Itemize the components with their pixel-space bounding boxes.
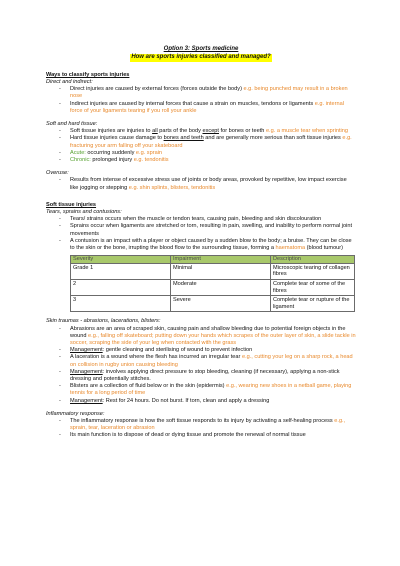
table-cell: Complete tear or rupture of the ligament xyxy=(271,296,355,312)
list-item: - Hard tissue injuries cause damage to bones and teeth and are generally more serious than soft tissue injuries e.g. fracturing your arm falling off your skateboard xyxy=(46,135,356,149)
list-item: - Abrasions are an area of scraped skin, causing pain and shallow bleeding due to potential foreign objects in the wound e.g., falling off skateboard; putting down your hands which scrapes of the outer layer of skin, a slide tackle in soccer, scraping the side of your leg when contacted with the grass xyxy=(46,326,356,348)
list-item: - Its main function is to dispose of dead or dying tissue and promote the renewal of normal tissue xyxy=(46,432,356,439)
table-row xyxy=(71,263,355,279)
subheading-overuse: Overuse: xyxy=(46,170,69,177)
list-item: - Acute: occurring suddenly e.g. sprain xyxy=(46,150,356,157)
list-item: - Tears/ strains occurs when the muscle or tendon tears, causing pain, bleeding and skin discolouration xyxy=(46,216,356,223)
list-item: - Soft tissue injuries are injuries to all parts of the body except for bones or teeth e.g. a muscle tear when sprinting xyxy=(46,128,356,135)
list-item: - A laceration is a wound where the flesh has incurred an irregular tear e.g., cutting your leg on a sharp rock, a head on collision in rugby union causing bleeding xyxy=(46,354,356,368)
list-item: - Management: involves applying direct pressure to stop bleeding, cleaning (if necessary), applying a non-stick dressing and potentially stitches. xyxy=(46,369,356,383)
table-cell: Moderate xyxy=(171,280,271,296)
section-heading-classify: Ways to classify sports injuries xyxy=(46,71,130,78)
severity-table xyxy=(70,255,355,312)
inflammatory-list xyxy=(46,418,356,440)
table-cell: 3 xyxy=(71,296,171,312)
list-item: - Results from intense of excessive stress use of joints or body areas, provoked by repetitive, low impact exercise like jogging or stepping e.g. shin splints, blisters, tendonitis xyxy=(46,177,356,191)
list-item: - Management: gentle cleaning and sterilising of wound to prevent infection xyxy=(46,347,356,354)
table-header: Impairment xyxy=(171,256,271,264)
table-cell: Minimal xyxy=(171,263,271,279)
page-subtitle: How are sports injuries classified and managed? xyxy=(131,54,271,61)
subheading-inflammatory: Inflammatory response: xyxy=(46,410,105,417)
section-heading-soft-tissue: Soft tissue injuries xyxy=(46,201,97,208)
table-row xyxy=(71,280,355,296)
subheading-direct: Direct and indirect: xyxy=(46,79,93,86)
table-header: Description xyxy=(271,256,355,264)
list-item: - Chronic: prolonged injury e.g. tendonitis xyxy=(46,157,356,164)
page-title: Option 3: Sports medicine xyxy=(163,46,239,52)
list-item: - Sprains occur when ligaments are stretched or torn, resulting in pain, swelling, and inability to perform normal joint movements xyxy=(46,223,356,237)
table-cell: Severe xyxy=(171,296,271,312)
table-header-row xyxy=(71,256,355,264)
list-item: - Blisters are a collection of fluid below or in the skin (epidermis) e.g., wearing new shoes in a netball game, playing tennis for a long period of time xyxy=(46,383,356,397)
tears-list xyxy=(46,216,356,252)
table-row xyxy=(71,296,355,312)
subheading-skin-traumas: Skin traumas - abrasions, lacerations, blisters: xyxy=(46,318,161,325)
soft-hard-list xyxy=(46,128,356,164)
list-item: - A contusion is an impact with a player or object caused by a sudden blow to the body; a bruise. They can be close to the skin or the bone, irrupting the blood flow to the surrounding tissue, forming a haematoma (blood tumour) xyxy=(46,238,356,252)
overuse-list xyxy=(46,177,356,191)
direct-list xyxy=(46,86,356,115)
table-cell: Complete tear of some of the fibres xyxy=(271,280,355,296)
subheading-soft-hard: Soft and hard tissue: xyxy=(46,121,98,128)
table-header: Severity xyxy=(71,256,171,264)
table-cell: Microscopic tearing of collagen fibres xyxy=(271,263,355,279)
list-item: - Management: Rest for 24 hours. Do not burst. If torn, clean and apply a dressing xyxy=(46,398,356,405)
list-item: - Indirect injuries are caused by internal forces that cause a strain on muscles, tendons or ligaments e.g. internal force of your ligaments tearing if you roll your ankle xyxy=(46,101,356,115)
subheading-tears: Tears, sprains and contusions: xyxy=(46,209,122,216)
table-cell: 2 xyxy=(71,280,171,296)
list-item: - The inflammatory response is how the soft tissue responds to its injury by activating a self-healing process e.g., sprain, tear, laceration or abrasion xyxy=(46,418,356,432)
table-cell: Grade 1 xyxy=(71,263,171,279)
list-item: - Direct injuries are caused by external forces (forces outside the body) e.g. being punched may result in a broken nose xyxy=(46,86,356,100)
skin-traumas-list xyxy=(46,326,356,405)
